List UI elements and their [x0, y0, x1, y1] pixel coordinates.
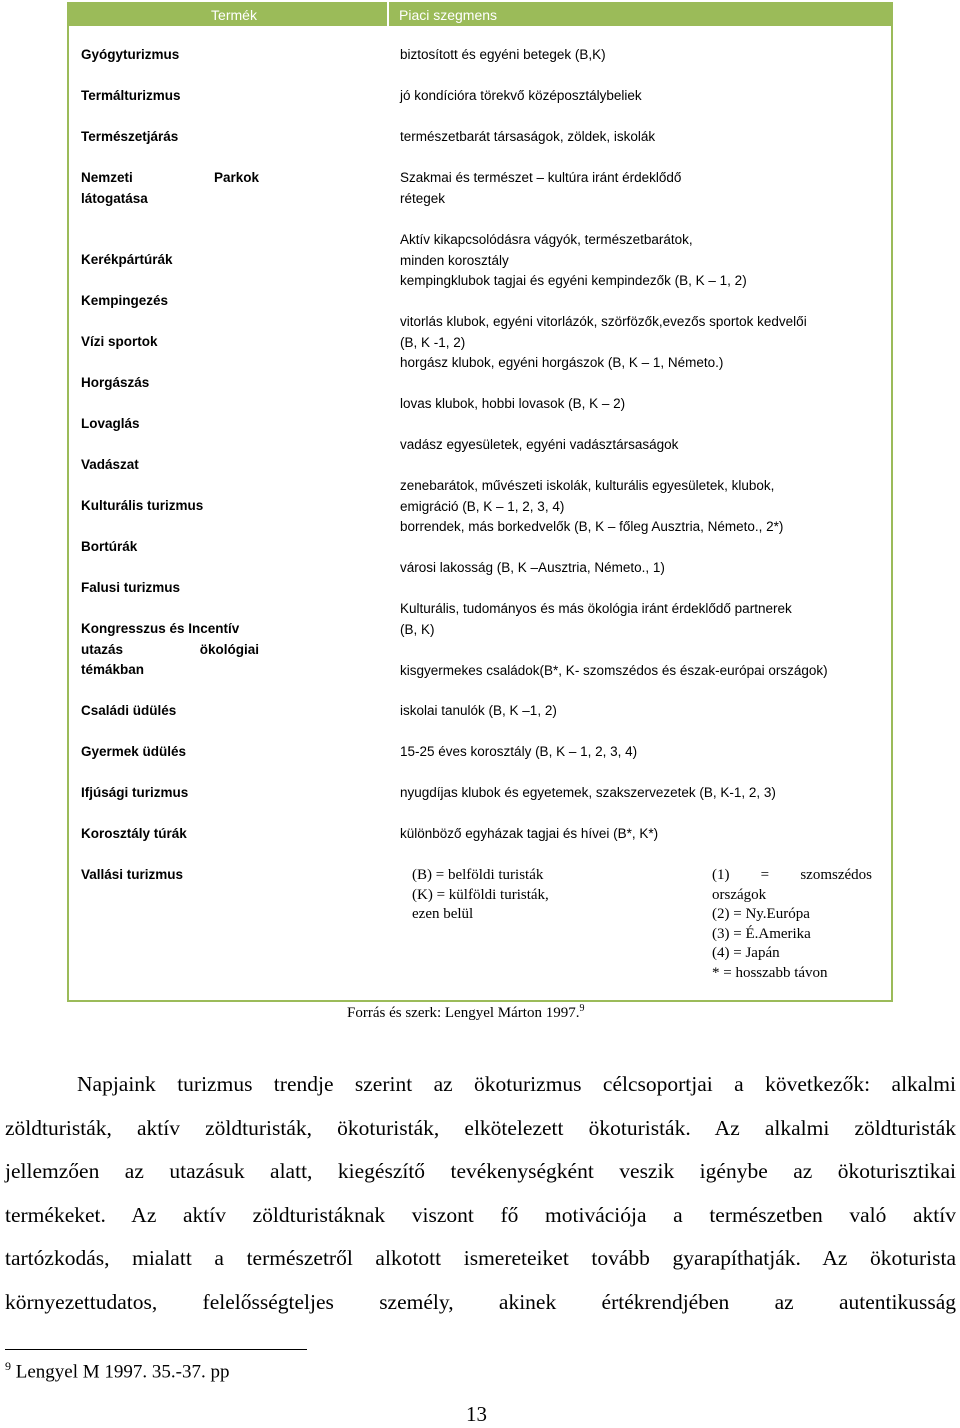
segment-item: biztosított és egyéni betegek (B,K) — [400, 47, 606, 62]
segment-item: városi lakosság (B, K –Ausztria, Németo., 1) — [400, 560, 665, 575]
product-item: Termálturizmus — [81, 88, 181, 103]
table-source: Forrás és szerk: Lengyel Márton 1997.$^9$ — [347, 1003, 585, 1021]
product-item: Bortúrák — [81, 539, 138, 554]
product-item: Nemzeti Parkok látogatása — [81, 170, 259, 206]
body-paragraph: Napjaink turizmus trendje szerint az ökoturizmus célcsoportjai a következők: alkalmi zöldturisták, aktív zöldturisták, ökoturisták, elkötelezett ökoturisták. Az alkalmi zöldturisták jellemzően az utazásuk alatt, kiegészítő tevékenységként veszik igénybe az ökoturisztikai termékeket. Az aktív zöldturistáknak viszont fő motivációja a természetben való aktív tartózkodás, mialatt a természetről alkotott ismereteiket tovább gyarapíthatják. Az ökoturista környezettudatos, felelősségteljes személy, akinek értékrendjében az autentikusság — [5, 1072, 956, 1314]
product-item: Vadászat — [81, 457, 139, 472]
product-item: Kerékpártúrák — [81, 252, 173, 267]
segment-item: lovas klubok, hobbi lovasok (B, K – 2) — [400, 396, 626, 411]
product-item: Természetjárás — [81, 129, 179, 144]
segment-item: jó kondícióra törekvő középosztálybeliek — [400, 88, 642, 103]
segment-item: kisgyermekes családok(B*, K- szomszédos és észak-európai országok) — [400, 663, 828, 678]
segment-item: vadász egyesületek, egyéni vadásztársaságok — [400, 437, 679, 452]
product-item: Gyermek üdülés — [81, 744, 187, 759]
product-item: Gyógyturizmus — [81, 47, 180, 62]
header-product: Termék — [69, 2, 387, 26]
segment-item: természetbarát társaságok, zöldek, iskolák — [400, 129, 656, 144]
page-number: 13 — [466, 1402, 487, 1426]
product-item: Kulturális turizmus — [81, 498, 204, 513]
segment-item: Kulturális, tudományos és más ökológia iránt érdeklődő partnerek (B, K) — [400, 601, 792, 637]
segment-item: 15-25 éves korosztály (B, K – 1, 2, 3, 4) — [400, 744, 638, 759]
segment-item: különböző egyházak tagjai és hívei (B*, K*) — [400, 826, 659, 841]
product-item: Lovaglás — [81, 416, 140, 431]
segment-item: Szakmai és természet – kultúra iránt érdeklődő rétegek — [400, 170, 682, 206]
segment-item: Aktív kikapcsolódásra vágyók, természetbarátok, minden korosztály kempingklubok tagjai és egyéni kempindezők (B, K – 1, 2) — [400, 232, 747, 288]
product-item: Kempingezés — [81, 293, 169, 308]
product-item: Falusi turizmus — [81, 580, 181, 595]
product-item: Korosztály túrák — [81, 826, 187, 841]
product-segment-table — [67, 2, 893, 1002]
segment-item: iskolai tanulók (B, K –1, 2) — [400, 703, 557, 718]
source-footnote-ref: 9 — [579, 1003, 585, 1014]
product-item: Horgászás — [81, 375, 150, 390]
footnote: $^9$ Lengyel M 1997. 35.-37. pp — [5, 1359, 230, 1383]
segment-item: zenebarátok, művészeti iskolák, kulturális egyesületek, klubok, emigráció (B, K – 1, 2, 3, 4) borrendek, más borkedvelők (B, K – főleg Ausztria, Németo., 2*) — [400, 478, 784, 534]
footnote-separator — [5, 1349, 307, 1350]
product-item: Vízi sportok — [81, 334, 158, 349]
product-item: Ifjúsági turizmus — [81, 785, 189, 800]
product-item: Kongresszus és Incentív utazás ökológiai témákban — [81, 621, 259, 677]
segment-item: nyugdíjas klubok és egyetemek, szakszervezetek (B, K-1, 2, 3) — [400, 785, 776, 800]
segment-item: vitorlás klubok, egyéni vitorlázók, szörfözők,evezős sportok kedvelői (B, K -1, 2) horgász klubok, egyéni horgászok (B, K – 1, Németo.) — [400, 314, 807, 370]
product-item: Vallási turizmus — [81, 867, 184, 882]
legend-right: (1) = szomszédos országok (2) = Ny.Európa (3) = É.Amerika (4) = Japán * = hosszabb távon — [712, 867, 872, 981]
product-item: Családi üdülés — [81, 703, 177, 718]
header-segment: Piaci szegmens — [389, 2, 891, 26]
legend-left: (B) = belföldi turisták (K) = külföldi turisták, ezen belül — [412, 867, 549, 922]
